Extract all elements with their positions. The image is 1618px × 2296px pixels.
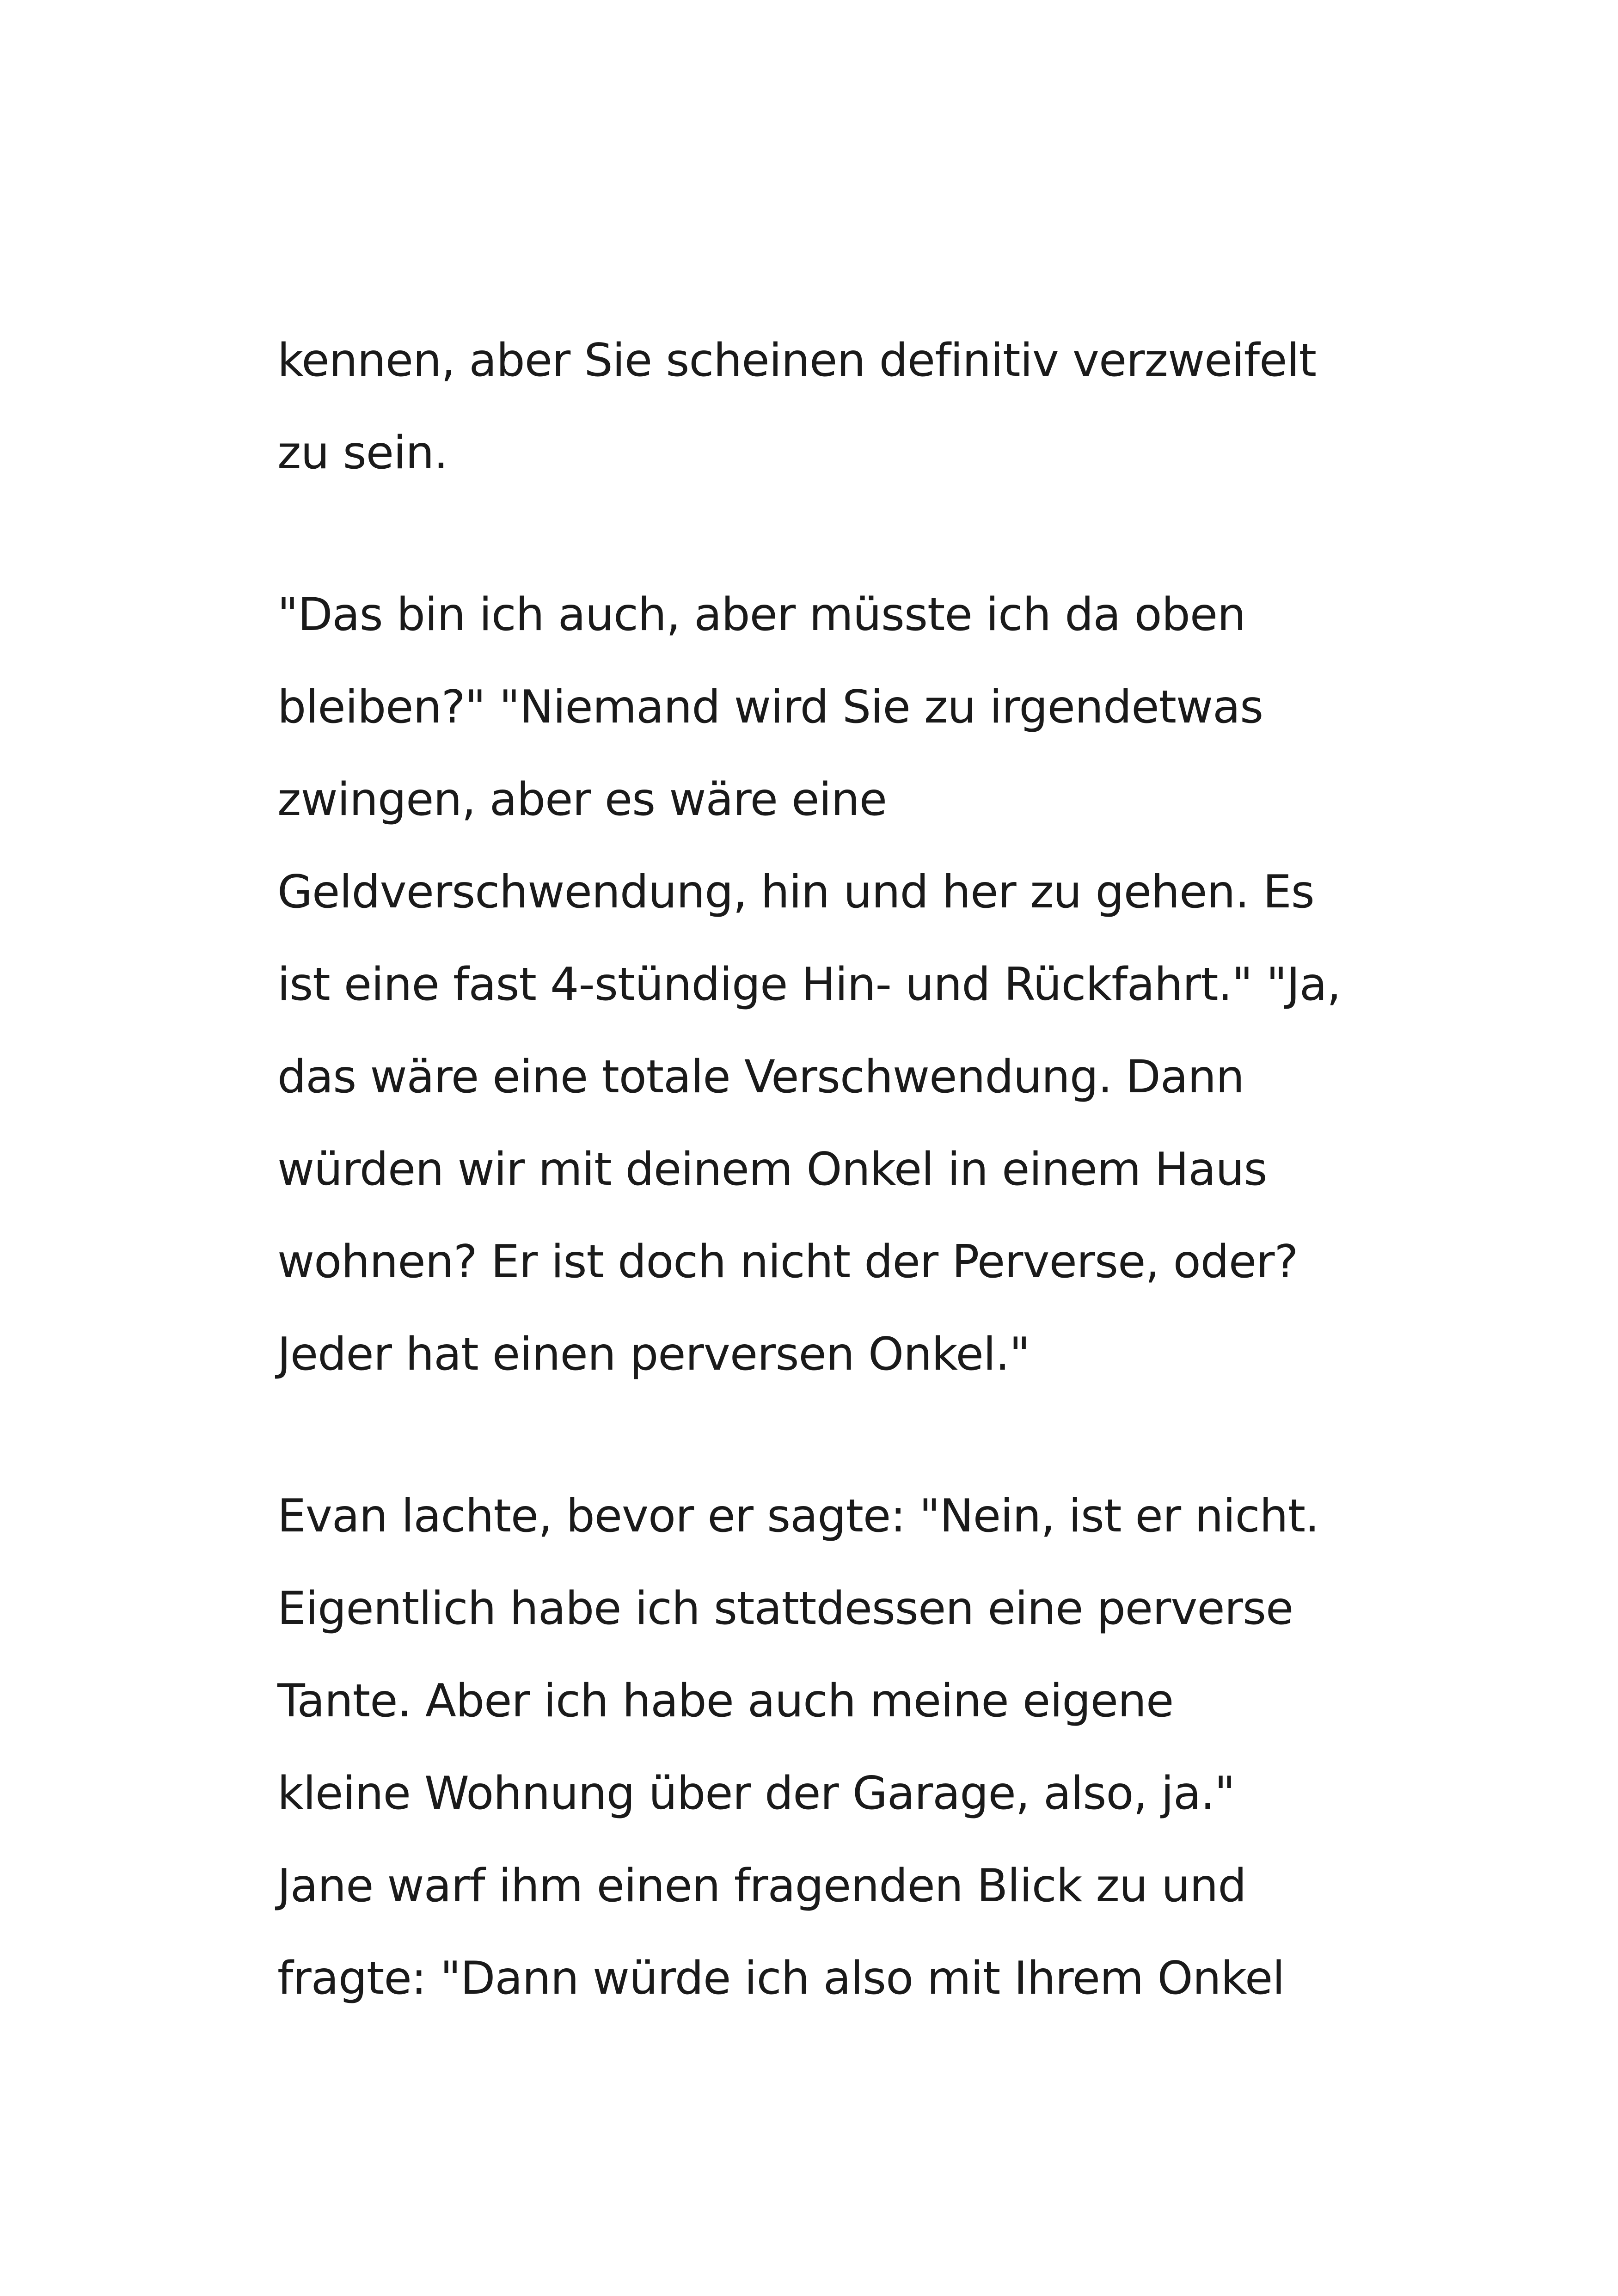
text-line: Tante. Aber ich habe auch meine eigene xyxy=(277,1675,1174,1727)
body-text xyxy=(277,314,1387,2025)
paragraph-3 xyxy=(277,1470,1387,2025)
text-line: zu sein. xyxy=(277,427,448,479)
text-line: Geldverschwendung, hin und her zu gehen. Es xyxy=(277,866,1314,918)
text-line: wohnen? Er ist doch nicht der Perverse, oder? xyxy=(277,1236,1298,1288)
text-line: würden wir mit deinem Onkel in einem Haus xyxy=(277,1143,1267,1196)
paragraph-2 xyxy=(277,569,1387,1401)
text-line: Jane warf ihm einen fragenden Blick zu und xyxy=(277,1860,1246,1912)
text-line: fragte: "Dann würde ich also mit Ihrem Onkel xyxy=(277,1952,1285,2005)
text-line: "Das bin ich auch, aber müsste ich da oben xyxy=(277,588,1246,641)
paragraph-spacer xyxy=(277,1401,1387,1470)
text-line: das wäre eine totale Verschwendung. Dann xyxy=(277,1051,1244,1103)
text-line: zwingen, aber es wäre eine xyxy=(277,773,887,826)
text-line: kleine Wohnung über der Garage, also, ja." xyxy=(277,1767,1235,1820)
text-line: Evan lachte, bevor er sagte: "Nein, ist er nicht. xyxy=(277,1490,1319,1543)
paragraph-spacer xyxy=(277,499,1387,569)
text-line: Eigentlich habe ich stattdessen eine perverse xyxy=(277,1582,1293,1635)
paragraph-1 xyxy=(277,314,1387,499)
text-line: bleiben?" "Niemand wird Sie zu irgendetwas xyxy=(277,681,1263,734)
text-line: Jeder hat einen perversen Onkel." xyxy=(277,1328,1030,1381)
text-line: ist eine fast 4-stündige Hin- und Rückfahrt." "Ja, xyxy=(277,958,1341,1011)
text-line: kennen, aber Sie scheinen definitiv verzweifelt xyxy=(277,334,1317,387)
